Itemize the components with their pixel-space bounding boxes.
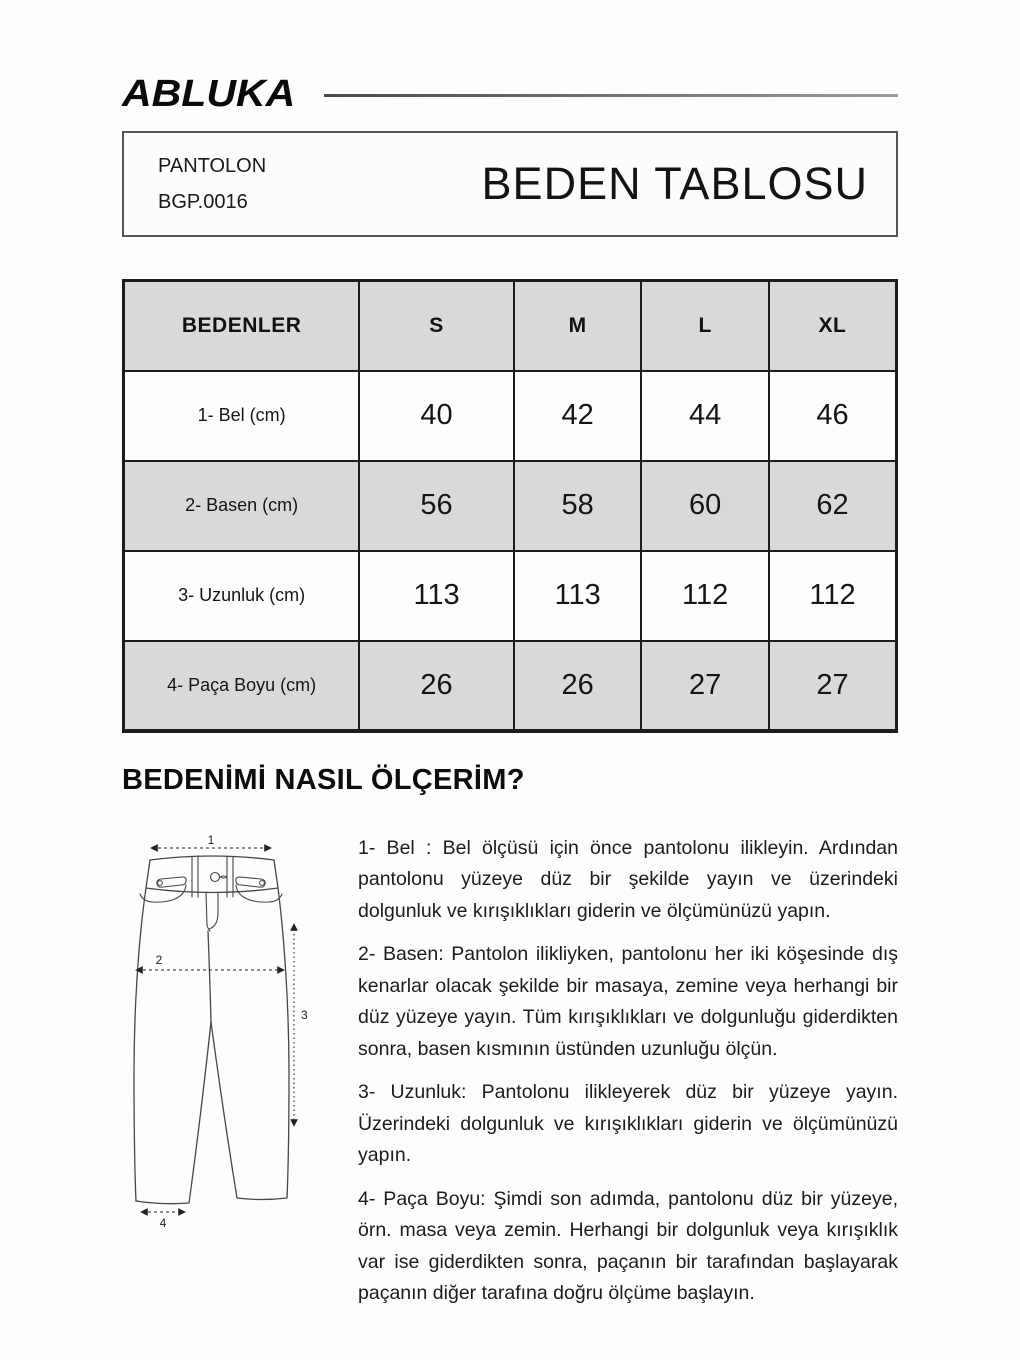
table-row-bel bbox=[124, 371, 897, 461]
product-meta bbox=[158, 148, 266, 220]
size-value: 62 bbox=[769, 461, 897, 551]
instruction-paragraph-uzunluk: 3- Uzunluk: Pantolonu ilikleyerek düz bir yüzeye yayın. Üzerindeki dolgunluk ve kırışıklıkları giderin ve ölçümünüzü yapın. bbox=[358, 1081, 898, 1166]
row-label: 1- Bel (cm) bbox=[124, 371, 360, 461]
size-value: 113 bbox=[359, 551, 514, 641]
size-value: 46 bbox=[769, 371, 897, 461]
size-value: 58 bbox=[514, 461, 642, 551]
table-row-paca-boyu bbox=[124, 641, 897, 731]
product-type: PANTOLON bbox=[158, 155, 267, 177]
brand-divider-line bbox=[324, 94, 898, 97]
product-code: BGP.0016 bbox=[158, 191, 248, 213]
column-header-m: M bbox=[514, 281, 642, 371]
table-row-uzunluk bbox=[124, 551, 897, 641]
size-value: 42 bbox=[514, 371, 642, 461]
size-value: 56 bbox=[359, 461, 514, 551]
row-label: 2- Basen (cm) bbox=[124, 461, 360, 551]
size-value: 112 bbox=[641, 551, 769, 641]
column-header-s: S bbox=[359, 281, 514, 371]
size-value: 113 bbox=[514, 551, 642, 641]
row-label: 3- Uzunluk (cm) bbox=[124, 551, 360, 641]
diagram-label-3: 3 bbox=[301, 1007, 308, 1022]
size-value: 27 bbox=[641, 641, 769, 731]
measure-section-heading: BEDENİMİ NASIL ÖLÇERİM? bbox=[122, 763, 525, 796]
pants-measurement-diagram bbox=[122, 833, 358, 1310]
brand-logo: ABLUKA bbox=[122, 72, 296, 115]
diagram-label-1: 1 bbox=[207, 832, 215, 847]
instruction-paragraph-paca-boyu: 4- Paça Boyu: Şimdi son adımda, pantolonu düz bir yüzeye, örn. masa veya zemin. Herhangi bir dolgunluk veya kırışıklık var ise giderdikten sonra, paçanın bir tarafından başlayarak paçanın diğer tarafına doğru ölçüme başlayın. bbox=[358, 1187, 898, 1304]
brand-header bbox=[122, 72, 898, 115]
instruction-paragraph-bel: 1- Bel : Bel ölçüsü için önce pantolonu ilikleyin. Ardından pantolonu yüzeye düz bir şekilde yayın ve üzerindeki dolgunluk ve kırışıklıkları giderin ve ölçümünüzü yapın. bbox=[358, 836, 898, 922]
pants-diagram-svg bbox=[122, 833, 322, 1233]
table-header-row bbox=[124, 281, 897, 371]
size-value: 60 bbox=[641, 461, 769, 551]
size-table bbox=[122, 279, 898, 733]
size-value: 26 bbox=[514, 641, 642, 731]
instruction-paragraph-basen: 2- Basen: Pantolon ilikliyken, pantolonu her iki köşesinde dış kenarlar olacak şekilde bir masaya, zemine veya herhangi bir düz yüzeye yayın. Tüm kırışıklıkları ve dolgunluğu giderdikten sonra, basen kısmının üstünden uzunluğu ölçün. bbox=[358, 943, 898, 1060]
page-content bbox=[122, 0, 898, 1310]
table-row-basen bbox=[124, 461, 897, 551]
size-value: 112 bbox=[769, 551, 897, 641]
measure-instructions bbox=[358, 833, 898, 1310]
diagram-label-4: 4 bbox=[159, 1215, 167, 1230]
column-header-l: L bbox=[641, 281, 769, 371]
row-label: 4- Paça Boyu (cm) bbox=[124, 641, 360, 731]
page-title: BEDEN TABLOSU bbox=[481, 158, 868, 209]
measure-section bbox=[122, 833, 898, 1310]
size-value: 26 bbox=[359, 641, 514, 731]
column-header-bedenler: BEDENLER bbox=[124, 281, 360, 371]
size-value: 40 bbox=[359, 371, 514, 461]
size-value: 27 bbox=[769, 641, 897, 731]
size-value: 44 bbox=[641, 371, 769, 461]
column-header-xl: XL bbox=[769, 281, 897, 371]
diagram-label-2: 2 bbox=[155, 952, 163, 967]
title-box bbox=[122, 131, 898, 237]
